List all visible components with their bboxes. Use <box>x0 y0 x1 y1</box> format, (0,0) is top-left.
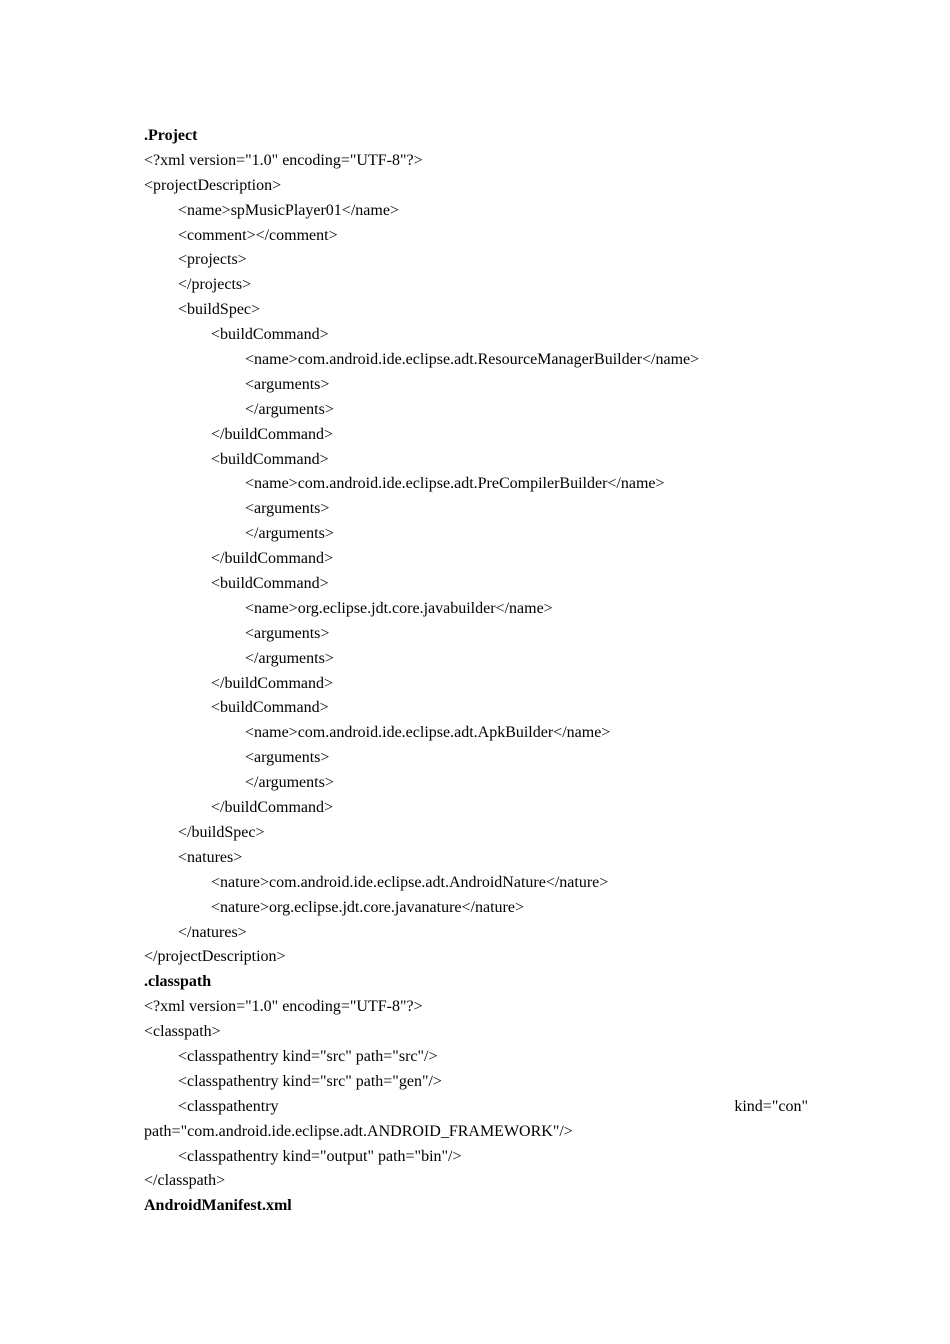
code-line: <buildCommand> <box>211 575 329 593</box>
code-line: <?xml version="1.0" encoding="UTF-8"?> <box>144 998 423 1016</box>
code-line: <nature>com.android.ide.eclipse.adt.AndroidNature</nature> <box>211 873 609 891</box>
code-line: path="com.android.ide.eclipse.adt.ANDROID_FRAMEWORK"/> <box>144 1122 573 1140</box>
code-fragment: <classpathentry <box>178 1097 279 1115</box>
code-line: <arguments> <box>245 749 330 767</box>
code-line: <name>spMusicPlayer01</name> <box>178 201 399 219</box>
code-line: </buildCommand> <box>211 674 334 692</box>
code-line: </arguments> <box>245 774 334 792</box>
section-heading-manifest: AndroidManifest.xml <box>144 1197 292 1215</box>
section-heading-classpath: .classpath <box>144 973 212 991</box>
code-line: <name>com.android.ide.eclipse.adt.ApkBuilder</name> <box>245 724 611 742</box>
code-line: </buildSpec> <box>178 823 265 841</box>
code-line-justified <box>144 1095 808 1120</box>
code-line: <buildSpec> <box>178 301 261 319</box>
code-line: <buildCommand> <box>211 326 329 344</box>
code-line: <name>com.android.ide.eclipse.adt.ResourceManagerBuilder</name> <box>245 351 700 369</box>
code-line: <classpathentry kind="src" path="gen"/> <box>178 1072 442 1090</box>
code-line: </buildCommand> <box>211 425 334 443</box>
code-line: <classpath> <box>144 1023 221 1041</box>
code-line: <comment></comment> <box>178 226 338 244</box>
code-line: </arguments> <box>245 525 334 543</box>
code-line: <arguments> <box>245 624 330 642</box>
code-fragment: kind="con" <box>734 1097 808 1115</box>
code-line: <arguments> <box>245 375 330 393</box>
code-line: </projects> <box>178 276 252 294</box>
code-line: <buildCommand> <box>211 450 329 468</box>
code-line: </arguments> <box>245 400 334 418</box>
code-line: <projects> <box>178 251 247 269</box>
code-line: <nature>org.eclipse.jdt.core.javanature</nature> <box>211 898 524 916</box>
code-line: <classpathentry kind="output" path="bin"/> <box>178 1147 462 1165</box>
code-line: </buildCommand> <box>211 550 334 568</box>
code-line: <natures> <box>178 848 243 866</box>
code-line: <name>com.android.ide.eclipse.adt.PreCompilerBuilder</name> <box>245 475 665 493</box>
code-line: </projectDescription> <box>144 948 286 966</box>
section-heading-project: .Project <box>144 127 198 144</box>
code-line: </buildCommand> <box>211 799 334 817</box>
code-line: <?xml version="1.0" encoding="UTF-8"?> <box>144 151 423 169</box>
code-line: </natures> <box>178 923 247 941</box>
code-line: </arguments> <box>245 649 334 667</box>
code-line: </classpath> <box>144 1172 226 1190</box>
document-body <box>144 124 808 1219</box>
code-line: <arguments> <box>245 500 330 518</box>
code-line: <classpathentry kind="src" path="src"/> <box>178 1047 438 1065</box>
code-line: <projectDescription> <box>144 176 282 194</box>
code-line: <buildCommand> <box>211 699 329 717</box>
code-line: <name>org.eclipse.jdt.core.javabuilder</name> <box>245 599 553 617</box>
